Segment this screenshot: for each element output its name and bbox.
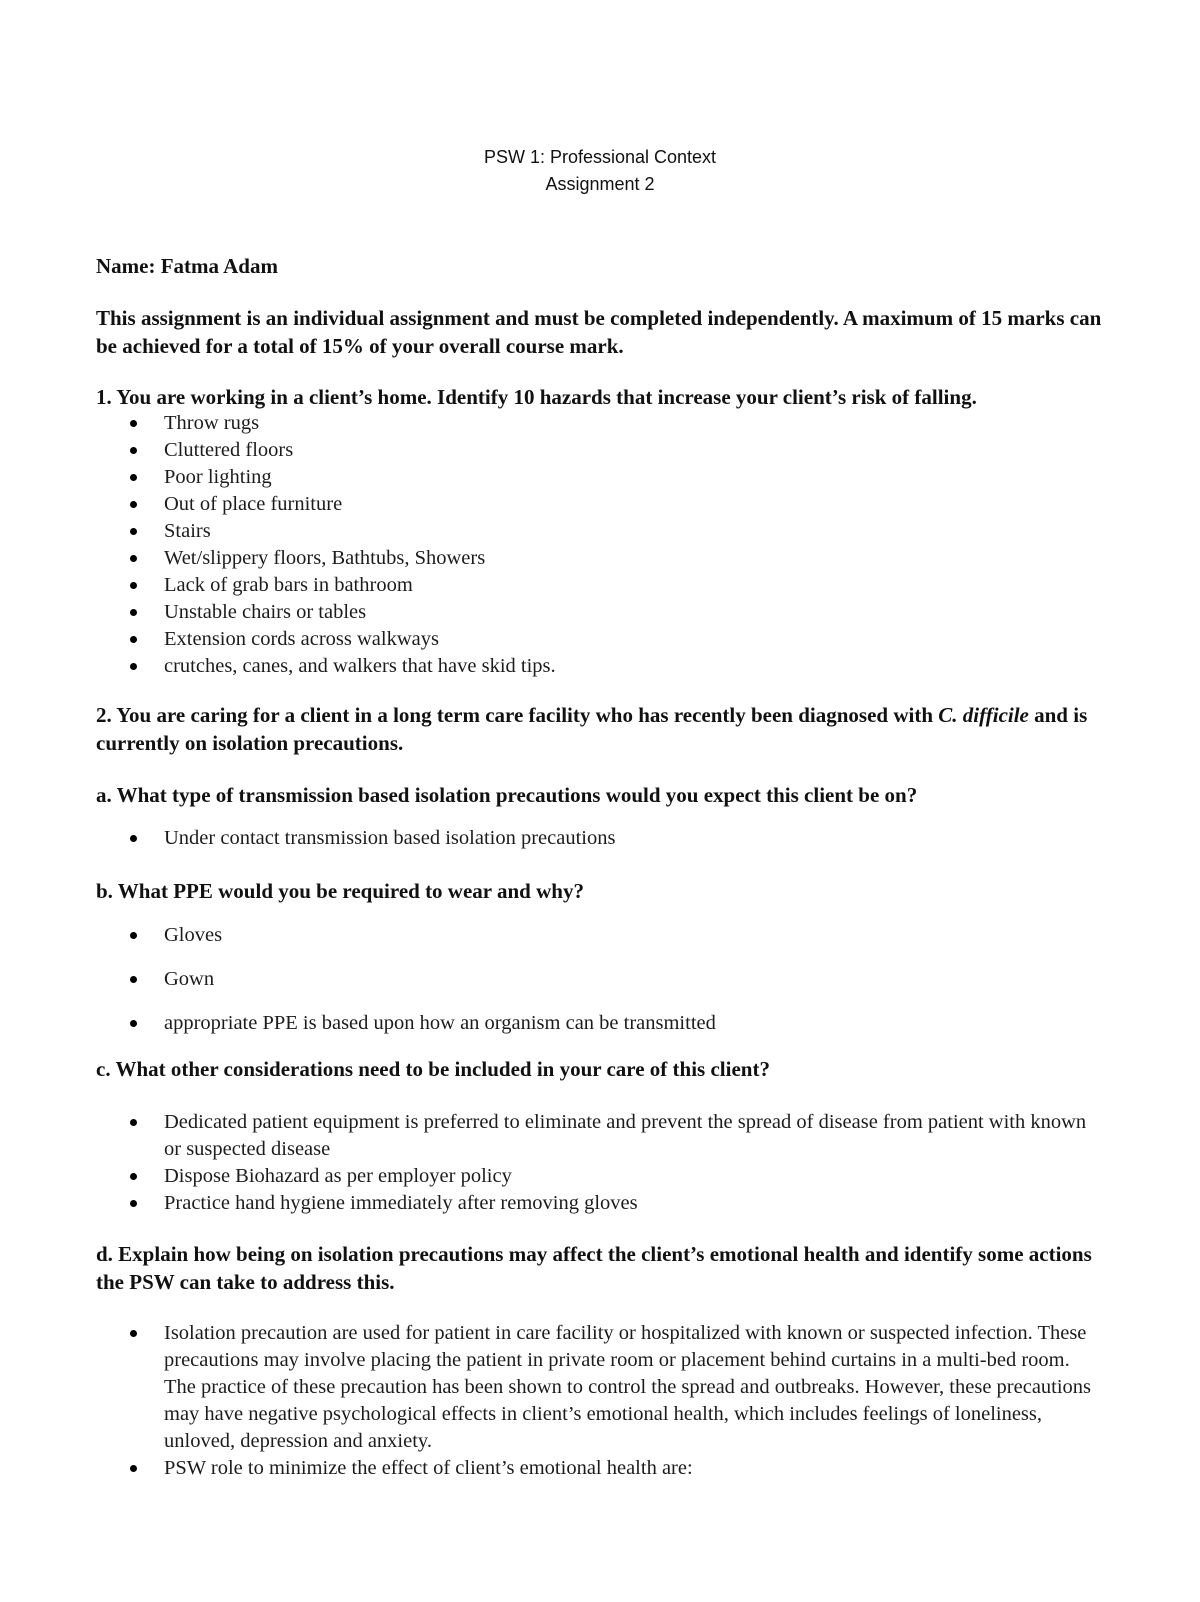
student-name: Name: Fatma Adam	[96, 254, 278, 278]
list-item: PSW role to minimize the effect of client’s emotional health are:	[96, 1455, 1106, 1482]
list-item: Out of place furniture	[96, 491, 1106, 518]
list-item: Dispose Biohazard as per employer policy	[96, 1163, 1106, 1190]
list-item: Gown	[96, 966, 1106, 993]
question-2	[96, 701, 1106, 757]
list-item: Gloves	[96, 922, 1106, 949]
list-item: Unstable chairs or tables	[96, 599, 1106, 626]
question-2b-answers	[96, 922, 1106, 1054]
question-2b: b. What PPE would you be required to wear and why?	[96, 879, 584, 903]
list-item: Extension cords across walkways	[96, 626, 1106, 653]
question-2d-answers	[96, 1320, 1106, 1482]
question-1: 1. You are working in a client’s home. Identify 10 hazards that increase your client’s risk of falling.	[96, 385, 977, 409]
document-header	[0, 144, 1200, 198]
list-item: Stairs	[96, 518, 1106, 545]
list-item: Under contact transmission based isolation precautions	[96, 825, 1106, 852]
assignment-title: Assignment 2	[545, 174, 655, 194]
list-item: Dedicated patient equipment is preferred to eliminate and prevent the spread of disease from patient with known or suspected disease	[96, 1109, 1106, 1163]
list-item: appropriate PPE is based upon how an organism can be transmitted	[96, 1010, 1106, 1037]
list-item: crutches, canes, and walkers that have skid tips.	[96, 653, 1106, 680]
list-item: Poor lighting	[96, 464, 1106, 491]
list-item: Practice hand hygiene immediately after removing gloves	[96, 1190, 1106, 1217]
question-2-text-end: and is currently on isolation precautions.	[96, 703, 1088, 755]
list-item: Isolation precaution are used for patient in care facility or hospitalized with known or suspected infection. These precautions may involve placing the patient in private room or placement behind curtains in a multi-bed room. The practice of these precaution has been shown to control the spread and outbreaks. However, these precautions may have negative psychological effects in client’s emotional health, which includes feelings of loneliness, unloved, depression and anxiety.	[96, 1320, 1106, 1455]
question-2d: d. Explain how being on isolation precautions may affect the client’s emotional health and identify some actions the PSW can take to address this.	[96, 1242, 1092, 1294]
question-2c: c. What other considerations need to be included in your care of this client?	[96, 1057, 770, 1081]
question-1-answers	[96, 410, 1106, 680]
course-title: PSW 1: Professional Context	[483, 147, 717, 167]
question-2c-answers	[96, 1109, 1106, 1217]
question-2-text-start: 2. You are caring for a client in a long term care facility who has recently been diagnosed with	[96, 703, 939, 727]
list-item: Throw rugs	[96, 410, 1106, 437]
question-2a: a. What type of transmission based isolation precautions would you expect this client be on?	[96, 783, 918, 807]
assignment-intro: This assignment is an individual assignment and must be completed independently. A maximum of 15 marks can be achieved for a total of 15% of your overall course mark.	[96, 306, 1102, 358]
question-2-organism: C. difficile	[938, 703, 1029, 727]
list-item: Lack of grab bars in bathroom	[96, 572, 1106, 599]
question-2a-answers	[96, 825, 1106, 852]
list-item: Cluttered floors	[96, 437, 1106, 464]
list-item: Wet/slippery floors, Bathtubs, Showers	[96, 545, 1106, 572]
